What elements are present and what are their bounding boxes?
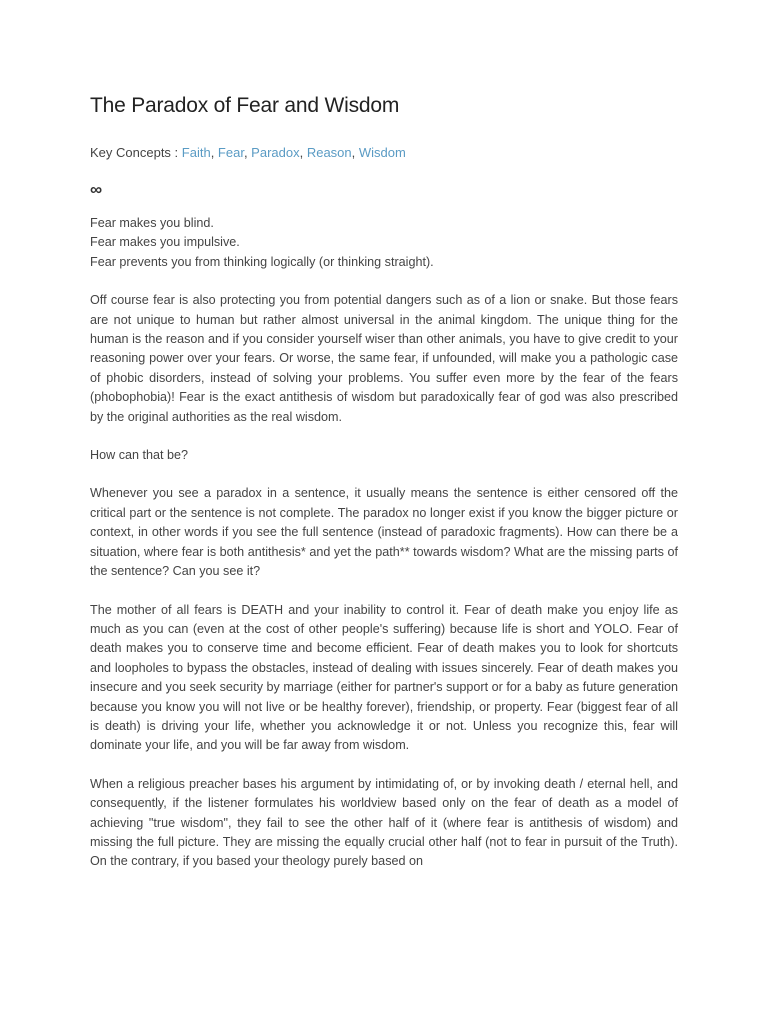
concept-link-fear[interactable]: Fear <box>217 145 244 160</box>
intro-line: Fear makes you impulsive. <box>90 235 240 250</box>
key-concepts-label: Key Concepts : <box>90 145 182 160</box>
article <box>90 92 678 891</box>
concept-link-wisdom[interactable]: Wisdom <box>358 145 406 160</box>
concept-separator: , <box>210 145 218 160</box>
concept-link-faith[interactable]: Faith <box>181 145 211 160</box>
body-paragraph: When a religious preacher bases his argument by intimidating of, or by invoking death / eternal hell, and consequently, if the listener formulates his worldview based only on the fear of death as a model of achieving "true wisdom", they fail to see the other half of it (where fear is antithesis of wisdom) and missing the full picture. They are missing the equally crucial other half (not to fear in pursuit of the Truth). On the contrary, if you based your theology purely based on <box>90 776 678 869</box>
concept-separator: , <box>299 145 307 160</box>
concept-separator: , <box>351 145 359 160</box>
intro-paragraph <box>90 214 678 272</box>
article-body <box>90 214 678 872</box>
concept-link-paradox[interactable]: Paradox <box>251 145 300 160</box>
body-paragraph: Off course fear is also protecting you from potential dangers such as of a lion or snake. But those fears are not unique to human but rather almost universal in the animal kingdom. The unique thing for the human is the reason and if you consider yourself wiser than other animals, you have to give credit to your reasoning power over your fears. Or worse, the same fear, if unfounded, will make you a pathologic case of phobic disorders, instead of solving your problems. You suffer even more by the fear of the fears (phobophobia)! Fear is the exact antithesis of wisdom but paradoxically fear of god was also prescribed by the original authorities as the real wisdom. <box>90 293 678 424</box>
body-paragraph: How can that be? <box>90 448 189 463</box>
key-concepts <box>90 144 678 162</box>
body-paragraph: Whenever you see a paradox in a sentence, it usually means the sentence is either censored off the critical part or the sentence is not complete. The paradox no longer exist if you know the bigger picture or context, in other words if you see the full sentence (instead of paradoxic fragments). How can there be a situation, where fear is both antithesis* and yet the path** towards wisdom? What are the missing parts of the sentence? Can you see it? <box>90 486 678 579</box>
article-title: The Paradox of Fear and Wisdom <box>90 94 400 117</box>
body-paragraph: The mother of all fears is DEATH and your inability to control it. Fear of death make you enjoy life as much as you can (even at the cost of other people's suffering) because life is short and YOLO. Fear of death makes you to conserve time and become efficient. Fear of death makes you to look for shortcuts and loopholes to bypass the obstacles, instead of dealing with issues sincerely. Fear of death makes you insecure and you seek security by marriage (either for partner's support or for a baby as future generation because you know you will not live or be healthy forever), friendship, or property. Fear (biggest fear of all is death) is driving your life, whether you acknowledge it or not. Unless you recognize this, fear will dominate your life, and you will be far away from wisdom. <box>90 602 678 753</box>
intro-line: Fear prevents you from thinking logically (or thinking straight). <box>90 254 434 269</box>
intro-line: Fear makes you blind. <box>90 216 214 230</box>
concept-link-reason[interactable]: Reason <box>306 145 352 160</box>
concept-separator: , <box>243 145 252 160</box>
permalink-infinity-icon[interactable]: ∞ <box>90 180 103 199</box>
